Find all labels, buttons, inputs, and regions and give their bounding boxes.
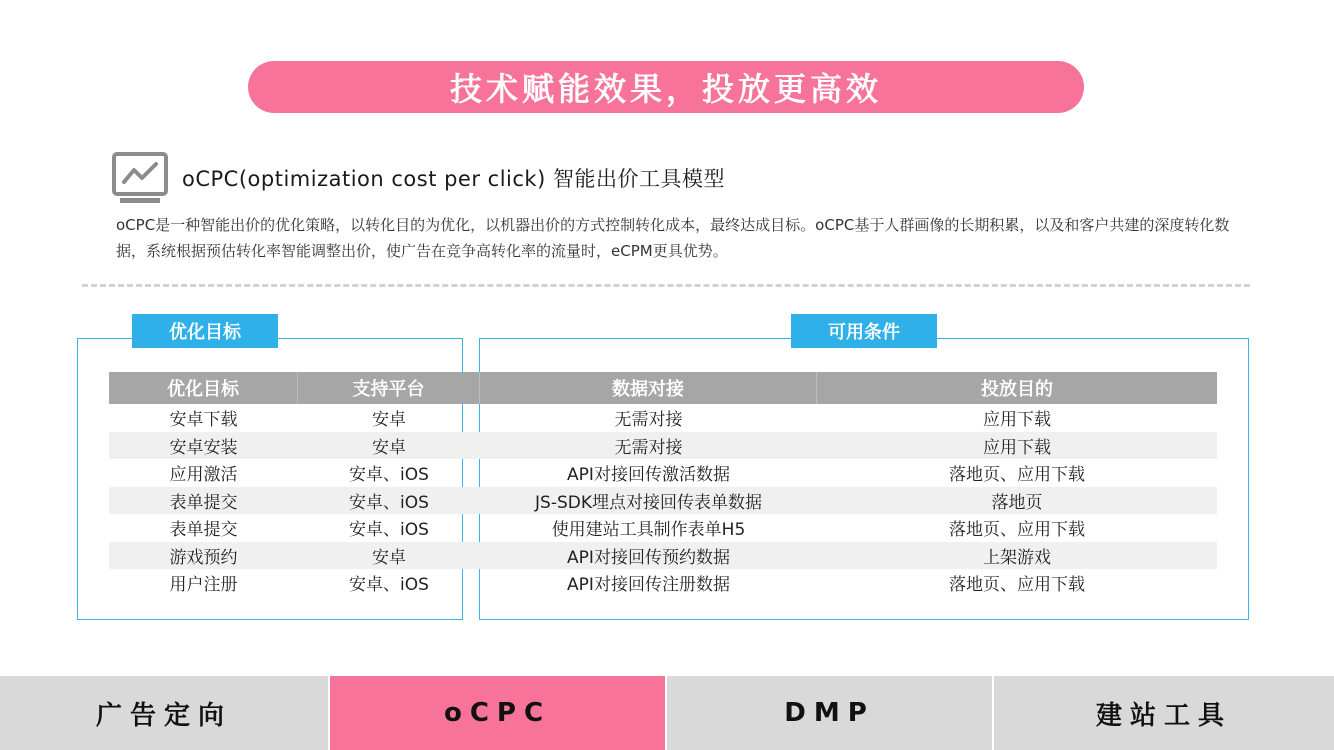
cell-integration: 无需对接 bbox=[614, 437, 683, 458]
bottom-nav bbox=[0, 676, 1334, 750]
cell-target: 用户注册 bbox=[169, 575, 238, 596]
line-chart-monitor-icon bbox=[112, 152, 168, 204]
cell-platform: 安卓 bbox=[372, 410, 406, 431]
table-header-row bbox=[109, 372, 1217, 404]
cell-target: 表单提交 bbox=[169, 520, 238, 541]
cell-platform: 安卓 bbox=[372, 547, 406, 568]
dashed-divider bbox=[82, 284, 1250, 287]
table-row bbox=[109, 542, 1217, 570]
ocpc-table bbox=[109, 372, 1217, 597]
cell-integration: JS-SDK埋点对接回传表单数据 bbox=[535, 492, 762, 513]
cell-goal: 落地页、应用下载 bbox=[949, 575, 1085, 596]
cell-goal: 应用下载 bbox=[983, 437, 1051, 458]
section-title: oCPC(optimization cost per click) 智能出价工具模型 bbox=[182, 167, 725, 191]
cell-platform: 安卓、iOS bbox=[349, 465, 429, 486]
cell-platform: 安卓、iOS bbox=[349, 492, 429, 513]
table-row bbox=[109, 514, 1217, 542]
cell-platform: 安卓、iOS bbox=[349, 575, 429, 596]
section-description: oCPC是一种智能出价的优化策略，以转化目的为优化，以机器出价的方式控制转化成本，最终达成目标。oCPC基于人群画像的长期积累，以及和客户共建的深度转化数据，系统根据预估转化率智能调整出价，使广告在竞争高转化率的流量时，eCPM更具优势。 bbox=[116, 216, 1230, 260]
cell-platform: 安卓 bbox=[372, 437, 406, 458]
cell-target: 表单提交 bbox=[169, 492, 238, 513]
header-platform: 支持平台 bbox=[298, 372, 480, 404]
table-row bbox=[109, 487, 1217, 515]
tab-site-builder[interactable]: 建站工具 bbox=[994, 676, 1334, 750]
cell-integration: API对接回传激活数据 bbox=[567, 465, 730, 486]
cell-integration: 使用建站工具制作表单H5 bbox=[551, 520, 746, 541]
cell-integration: 无需对接 bbox=[614, 410, 683, 431]
cell-goal: 落地页、应用下载 bbox=[949, 520, 1085, 541]
tab-dmp[interactable]: DMP bbox=[667, 676, 994, 750]
cell-integration: API对接回传预约数据 bbox=[567, 547, 730, 568]
cell-target: 安卓下载 bbox=[169, 410, 238, 431]
header-optimization-target: 优化目标 bbox=[109, 372, 298, 404]
conditions-tag: 可用条件 bbox=[791, 314, 937, 348]
cell-target: 应用激活 bbox=[169, 465, 238, 486]
cell-goal: 落地页、应用下载 bbox=[949, 465, 1085, 486]
cell-target: 游戏预约 bbox=[169, 547, 238, 568]
cell-goal: 上架游戏 bbox=[983, 547, 1051, 568]
tab-ocpc[interactable]: oCPC bbox=[330, 676, 667, 750]
header-delivery-goal: 投放目的 bbox=[981, 379, 1053, 400]
page-title: 技术赋能效果，投放更高效 bbox=[449, 70, 882, 108]
table-row bbox=[109, 459, 1217, 487]
cell-goal: 落地页 bbox=[991, 492, 1043, 513]
header-data-integration: 数据对接 bbox=[480, 372, 817, 404]
tab-ad-targeting[interactable]: 广告定向 bbox=[0, 676, 330, 750]
cell-platform: 安卓、iOS bbox=[349, 520, 429, 541]
section-heading bbox=[112, 152, 725, 204]
optimization-target-tag: 优化目标 bbox=[132, 314, 278, 348]
table-row bbox=[109, 569, 1217, 597]
table-row bbox=[109, 404, 1217, 432]
cell-integration: API对接回传注册数据 bbox=[567, 575, 730, 596]
cell-goal: 应用下载 bbox=[983, 410, 1051, 431]
title-banner bbox=[248, 61, 1084, 113]
table-row bbox=[109, 432, 1217, 460]
cell-target: 安卓安装 bbox=[169, 437, 238, 458]
